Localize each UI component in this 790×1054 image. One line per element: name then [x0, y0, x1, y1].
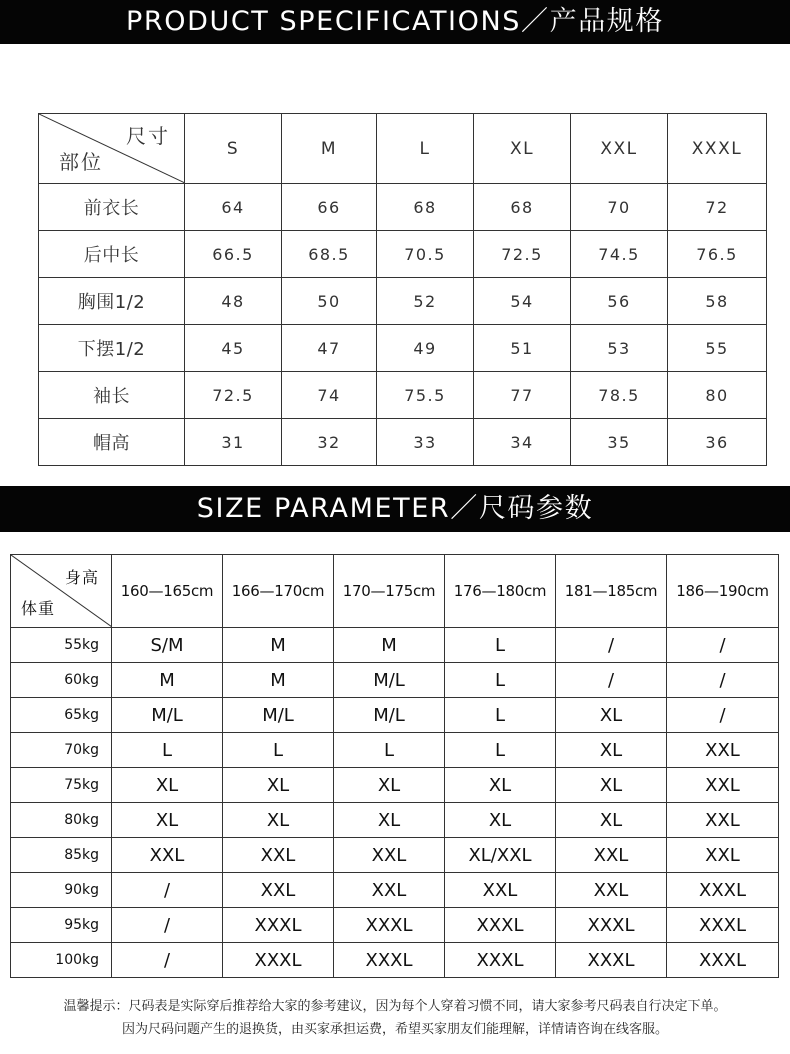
- row-label: 下摆1/2: [39, 325, 185, 372]
- column-header: M: [282, 114, 377, 184]
- column-header: XXXL: [668, 114, 767, 184]
- column-header: 170—175cm: [334, 555, 445, 628]
- table-row: [11, 628, 779, 663]
- table-cell: /: [667, 628, 779, 663]
- table-cell: L: [223, 733, 334, 768]
- table-cell: 74: [282, 372, 377, 419]
- table-cell: M/L: [334, 698, 445, 733]
- table-row: [11, 838, 779, 873]
- table-row: [11, 733, 779, 768]
- table-cell: XL: [556, 733, 667, 768]
- table-cell: 33: [377, 419, 474, 466]
- table-row: [11, 768, 779, 803]
- table-row: [39, 325, 767, 372]
- table-cell: 53: [571, 325, 668, 372]
- table-cell: 58: [668, 278, 767, 325]
- table-cell: 68.5: [282, 231, 377, 278]
- size-parameter-banner: SIZE PARAMETER／尺码参数: [0, 486, 790, 532]
- row-label: 后中长: [39, 231, 185, 278]
- table-cell: 66.5: [185, 231, 282, 278]
- table-cell: L: [445, 698, 556, 733]
- column-header: XXL: [571, 114, 668, 184]
- table-cell: L: [112, 733, 223, 768]
- row-label: 55kg: [11, 628, 112, 663]
- table-cell: /: [112, 943, 223, 978]
- row-label: 75kg: [11, 768, 112, 803]
- table-cell: M: [112, 663, 223, 698]
- table-cell: XL: [334, 803, 445, 838]
- table-cell: M: [334, 628, 445, 663]
- table-cell: 72.5: [185, 372, 282, 419]
- table-cell: XXL: [667, 733, 779, 768]
- table-cell: 35: [571, 419, 668, 466]
- table-cell: XXL: [556, 838, 667, 873]
- column-header: 166—170cm: [223, 555, 334, 628]
- header-row: [39, 114, 767, 184]
- table-cell: 54: [474, 278, 571, 325]
- table-cell: XL: [556, 803, 667, 838]
- table-cell: /: [667, 698, 779, 733]
- table-cell: 78.5: [571, 372, 668, 419]
- table-row: [11, 873, 779, 908]
- table-cell: XXL: [556, 873, 667, 908]
- table-cell: 45: [185, 325, 282, 372]
- corner-bottom-label: 部位: [59, 150, 103, 174]
- table-cell: /: [112, 908, 223, 943]
- notes-line-2: 因为尺码问题产生的退换货，由买家承担运费，希望买家朋友们能理解，详情请咨询在线客服。: [121, 1022, 668, 1037]
- row-label: 帽高: [39, 419, 185, 466]
- table-cell: XXXL: [667, 943, 779, 978]
- table-cell: XXXL: [667, 873, 779, 908]
- table-cell: XL: [556, 698, 667, 733]
- column-header: 160—165cm: [112, 555, 223, 628]
- table-cell: XXXL: [556, 908, 667, 943]
- table-row: [39, 419, 767, 466]
- table-row: [39, 372, 767, 419]
- table-cell: XXXL: [445, 908, 556, 943]
- table-cell: 52: [377, 278, 474, 325]
- table-cell: 64: [185, 184, 282, 231]
- table-cell: XL: [112, 803, 223, 838]
- row-label: 95kg: [11, 908, 112, 943]
- table-cell: XXXL: [667, 908, 779, 943]
- table-cell: /: [556, 628, 667, 663]
- table-cell: XXXL: [223, 908, 334, 943]
- column-header: L: [377, 114, 474, 184]
- size-parameter-table: [10, 554, 779, 978]
- table-cell: XXL: [445, 873, 556, 908]
- table-cell: XL: [223, 803, 334, 838]
- table-cell: XXXL: [334, 943, 445, 978]
- table-cell: XXXL: [223, 943, 334, 978]
- table-cell: XXL: [334, 838, 445, 873]
- table-row: [39, 184, 767, 231]
- table-cell: M/L: [223, 698, 334, 733]
- table-cell: 70: [571, 184, 668, 231]
- table-cell: M/L: [112, 698, 223, 733]
- table-cell: M: [223, 628, 334, 663]
- table-cell: XXXL: [445, 943, 556, 978]
- column-header: 181—185cm: [556, 555, 667, 628]
- table-cell: 34: [474, 419, 571, 466]
- table-cell: XXL: [667, 838, 779, 873]
- table-row: [11, 698, 779, 733]
- table-cell: 68: [377, 184, 474, 231]
- table-cell: /: [112, 873, 223, 908]
- column-header: XL: [474, 114, 571, 184]
- table-cell: L: [445, 628, 556, 663]
- table-cell: 80: [668, 372, 767, 419]
- table-cell: L: [445, 733, 556, 768]
- table-cell: 75.5: [377, 372, 474, 419]
- column-header: S: [185, 114, 282, 184]
- table-cell: 36: [668, 419, 767, 466]
- table-cell: 50: [282, 278, 377, 325]
- table-cell: /: [556, 663, 667, 698]
- table-cell: XL: [445, 803, 556, 838]
- table-cell: 55: [668, 325, 767, 372]
- table-cell: XXL: [667, 768, 779, 803]
- table-cell: XXXL: [556, 943, 667, 978]
- notes-line-1: 温馨提示：尺码表是实际穿后推荐给大家的参考建议，因为每个人穿着习惯不同，请大家参考尺码表自行决定下单。: [63, 999, 727, 1014]
- row-label: 80kg: [11, 803, 112, 838]
- column-header: 186—190cm: [667, 555, 779, 628]
- table-cell: /: [667, 663, 779, 698]
- table-cell: 74.5: [571, 231, 668, 278]
- table-cell: XXL: [223, 873, 334, 908]
- corner-top-label: 身高: [64, 568, 99, 587]
- table-cell: XL: [223, 768, 334, 803]
- column-header: 176—180cm: [445, 555, 556, 628]
- table-cell: L: [334, 733, 445, 768]
- corner-top-label: 尺寸: [126, 124, 170, 148]
- table-row: [39, 278, 767, 325]
- product-spec-table: [38, 113, 767, 466]
- corner-header-cell: [39, 114, 185, 184]
- table-cell: XXL: [334, 873, 445, 908]
- table-cell: 47: [282, 325, 377, 372]
- table-row: [11, 803, 779, 838]
- row-label: 90kg: [11, 873, 112, 908]
- table-cell: 72: [668, 184, 767, 231]
- product-specifications-banner: PRODUCT SPECIFICATIONS／产品规格: [0, 0, 790, 44]
- table-cell: XXL: [223, 838, 334, 873]
- row-label: 前衣长: [39, 184, 185, 231]
- table-cell: XL/XXL: [445, 838, 556, 873]
- table-cell: S/M: [112, 628, 223, 663]
- row-label: 胸围1/2: [39, 278, 185, 325]
- row-label: 60kg: [11, 663, 112, 698]
- table-cell: 70.5: [377, 231, 474, 278]
- table-cell: 68: [474, 184, 571, 231]
- table-row: [39, 231, 767, 278]
- table-cell: XL: [445, 768, 556, 803]
- table-cell: 72.5: [474, 231, 571, 278]
- table-row: [11, 908, 779, 943]
- table-cell: XL: [112, 768, 223, 803]
- table-cell: 66: [282, 184, 377, 231]
- table-cell: XXL: [112, 838, 223, 873]
- corner-bottom-label: 体重: [21, 599, 56, 618]
- table-cell: XXXL: [334, 908, 445, 943]
- corner-header-cell: [11, 555, 112, 628]
- row-label: 85kg: [11, 838, 112, 873]
- table-cell: 48: [185, 278, 282, 325]
- table-cell: 32: [282, 419, 377, 466]
- table-cell: 51: [474, 325, 571, 372]
- table-cell: 31: [185, 419, 282, 466]
- table-cell: 77: [474, 372, 571, 419]
- table-cell: 76.5: [668, 231, 767, 278]
- row-label: 65kg: [11, 698, 112, 733]
- table-cell: XL: [556, 768, 667, 803]
- table-cell: XL: [334, 768, 445, 803]
- row-label: 100kg: [11, 943, 112, 978]
- table-cell: M: [223, 663, 334, 698]
- row-label: 袖长: [39, 372, 185, 419]
- row-label: 70kg: [11, 733, 112, 768]
- table-cell: M/L: [334, 663, 445, 698]
- table-cell: 56: [571, 278, 668, 325]
- table-cell: XXL: [667, 803, 779, 838]
- table-row: [11, 663, 779, 698]
- table-row: [11, 943, 779, 978]
- header-row: [11, 555, 779, 628]
- table-cell: 49: [377, 325, 474, 372]
- table-cell: L: [445, 663, 556, 698]
